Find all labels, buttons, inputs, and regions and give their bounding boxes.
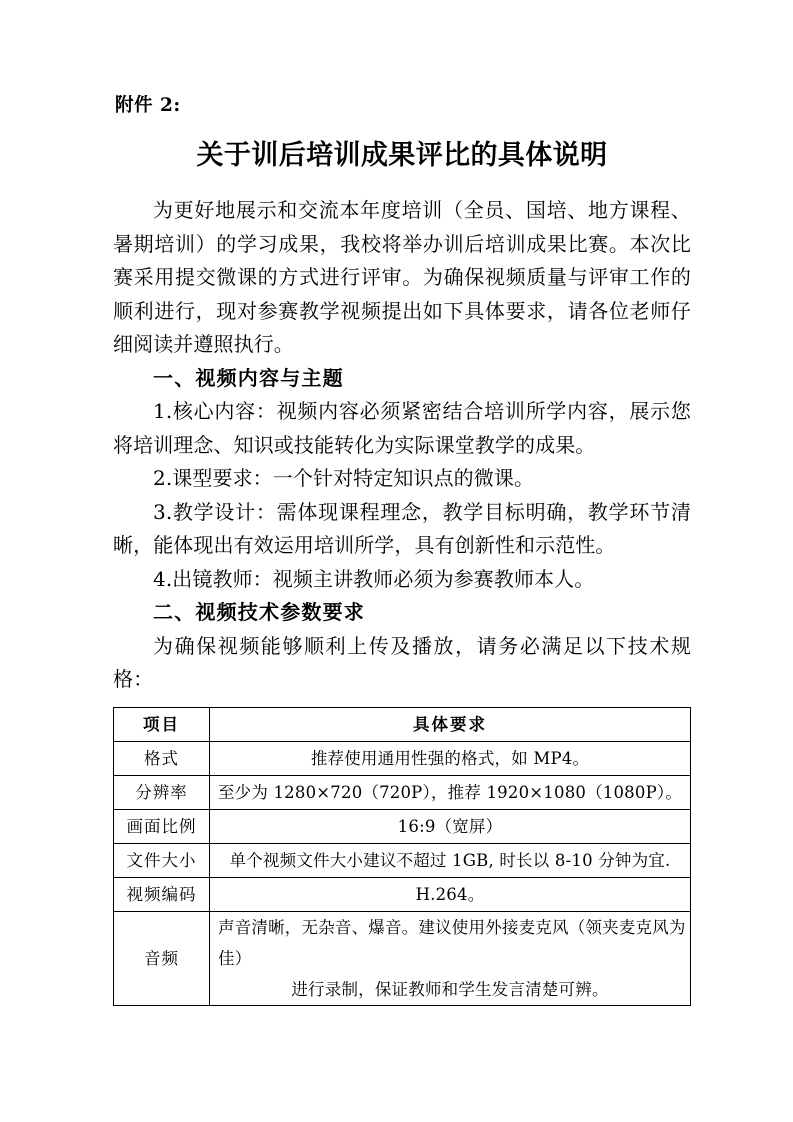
table-cell-requirement-line-2: 进行录制，保证教师和学生发言清楚可辨。 <box>291 979 609 999</box>
table-cell-requirement: 16:9（宽屏） <box>210 809 691 843</box>
list-item: 1.核心内容：视频内容必须紧密结合培训所学内容，展示您将培训理念、知识或技能转化为实际课堂教学的成果。 <box>113 399 691 457</box>
table-row <box>114 911 691 1005</box>
table-row <box>114 741 691 775</box>
table-row <box>114 843 691 877</box>
table-cell-item: 文件大小 <box>114 843 210 877</box>
table-cell-requirement-line-1: 声音清晰，无杂音、爆音。建议使用外接麦克风（领夹麦克风为佳） <box>218 917 686 968</box>
section-heading-two: 二、视频技术参数要求 <box>153 600 365 625</box>
table-header-row <box>114 707 691 741</box>
list-item: 3.教学设计：需体现课程理念，教学目标明确，教学环节清晰，能体现出有效运用培训所学，具有创新性和示范性。 <box>113 499 691 558</box>
table-header-item: 项目 <box>114 707 210 741</box>
page-title: 关于训后培训成果评比的具体说明 <box>196 139 608 171</box>
table-header-requirement: 具体要求 <box>210 707 691 741</box>
attachment-label: 附件 2: <box>115 95 181 116</box>
table-cell-item: 音频 <box>114 911 210 1005</box>
section-two-intro: 为确保视频能够顺利上传及播放，请务必满足以下技术规格： <box>113 633 691 692</box>
table-cell-item: 画面比例 <box>114 809 210 843</box>
table-cell-requirement: H.264。 <box>210 877 691 911</box>
table-cell-item: 分辨率 <box>114 775 210 809</box>
table-cell-requirement: 推荐使用通用性强的格式，如 MP4。 <box>210 741 691 775</box>
section-heading-one: 一、视频内容与主题 <box>153 365 344 390</box>
spec-table <box>113 707 691 1006</box>
table-cell-requirement: 单个视频文件大小建议不超过 1GB, 时长以 8-10 分钟为宜. <box>210 843 691 877</box>
table-cell-item: 格式 <box>114 741 210 775</box>
table-cell-requirement: 至少为 1280×720（720P），推荐 1920×1080（1080P）。 <box>210 775 691 809</box>
table-row <box>114 809 691 843</box>
list-item: 2.课型要求：一个针对特定知识点的微课。 <box>153 466 535 491</box>
intro-paragraph: 为更好地展示和交流本年度培训（全员、国培、地方课程、暑期培训）的学习成果，我校将举办训后培训成果比赛。本次比赛采用提交微课的方式进行评审。为确保视频质量与评审工作的顺利进行，现对参赛教学视频提出如下具体要求，请各位老师仔细阅读并遵照执行。 <box>113 198 691 357</box>
table-cell-requirement <box>210 911 691 1005</box>
table-cell-item: 视频编码 <box>114 877 210 911</box>
list-item: 4.出镜教师：视频主讲教师必须为参赛教师本人。 <box>153 566 595 591</box>
table-row <box>114 775 691 809</box>
table-row <box>114 877 691 911</box>
document-body <box>113 92 691 1006</box>
